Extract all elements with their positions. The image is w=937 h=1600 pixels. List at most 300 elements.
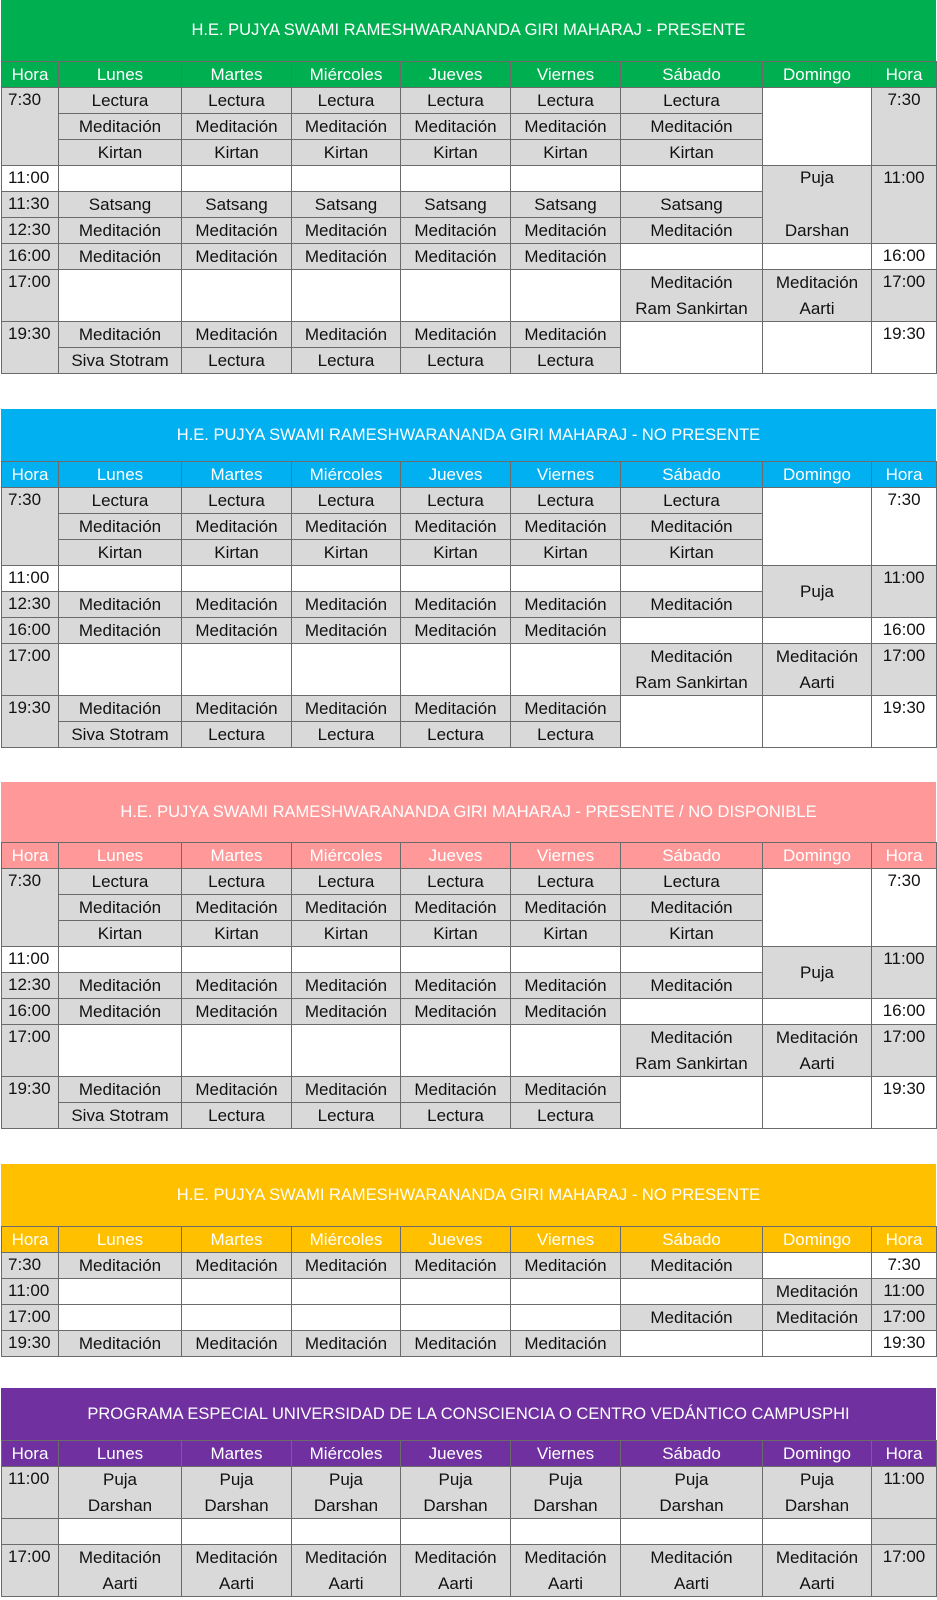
stacked-cell xyxy=(511,1545,621,1597)
cell: Kirtan xyxy=(621,540,763,566)
empty-cell xyxy=(182,644,292,696)
time-cell-right: 7:30 xyxy=(872,869,937,947)
cell: Meditación xyxy=(59,895,182,921)
empty-cell xyxy=(621,1077,763,1129)
cell: Meditación xyxy=(511,696,621,722)
cell: Meditación xyxy=(401,973,511,999)
stacked-cell xyxy=(401,1545,511,1597)
cell: Lectura xyxy=(401,488,511,514)
col-martes: Martes xyxy=(182,1441,292,1467)
empty-cell xyxy=(59,947,182,973)
col-miercoles: Miércoles xyxy=(292,462,401,488)
cell: Siva Stotram xyxy=(59,722,182,748)
time-cell: 7:30 xyxy=(2,88,59,166)
cell: Meditación xyxy=(59,592,182,618)
cell-text: Aarti xyxy=(799,298,835,318)
cell: Satsang xyxy=(182,192,292,218)
col-domingo: Domingo xyxy=(763,62,872,88)
empty-cell xyxy=(401,270,511,322)
cell-text: Darshan xyxy=(87,1495,153,1515)
stacked-cell xyxy=(182,1467,292,1519)
cell-text: Meditación xyxy=(775,1027,859,1047)
empty-cell xyxy=(182,1519,292,1545)
cell-text: Aarti xyxy=(438,1573,473,1593)
empty-cell xyxy=(511,1519,621,1545)
cell: Meditación xyxy=(511,1253,621,1279)
cell: Meditación xyxy=(401,696,511,722)
cell: Meditación xyxy=(511,218,621,244)
cell: Lectura xyxy=(292,1103,401,1129)
time-cell-right: 11:00 xyxy=(872,947,937,999)
cell: Lectura xyxy=(292,722,401,748)
cell-text: Meditación xyxy=(524,1547,607,1567)
empty-cell xyxy=(621,618,763,644)
empty-cell xyxy=(59,270,182,322)
empty-cell xyxy=(292,270,401,322)
time-cell: 17:00 xyxy=(2,1025,59,1077)
cell: Meditación xyxy=(511,895,621,921)
cell: Meditación xyxy=(511,322,621,348)
empty-cell xyxy=(511,1025,621,1077)
empty-cell xyxy=(182,1025,292,1077)
cell: Lectura xyxy=(182,1103,292,1129)
time-cell: 17:00 xyxy=(2,1545,59,1597)
section-title: H.E. PUJYA SWAMI RAMESHWARANANDA GIRI MAHARAJ - NO PRESENTE xyxy=(1,409,936,461)
col-hora: Hora xyxy=(2,1441,59,1467)
cell: Kirtan xyxy=(292,140,401,166)
cell: Lectura xyxy=(401,722,511,748)
cell: Lectura xyxy=(511,88,621,114)
time-cell: 11:00 xyxy=(2,566,59,592)
empty-cell xyxy=(292,166,401,192)
cell: Kirtan xyxy=(59,921,182,947)
cell: Satsang xyxy=(621,192,763,218)
cell: Meditación xyxy=(511,514,621,540)
cell: Meditación xyxy=(401,218,511,244)
empty-cell xyxy=(182,166,292,192)
cell-text: Darshan xyxy=(533,1495,598,1515)
cell-text: Darshan xyxy=(313,1495,379,1515)
section-title: PROGRAMA ESPECIAL UNIVERSIDAD DE LA CONSCIENCIA O CENTRO VEDÁNTICO CAMPUSPHI xyxy=(1,1388,936,1440)
cell: Kirtan xyxy=(511,140,621,166)
puja-cell: Puja xyxy=(763,947,872,999)
cell-text: Darshan xyxy=(204,1495,269,1515)
empty-cell xyxy=(511,1305,621,1331)
time-cell: 16:00 xyxy=(2,244,59,270)
empty-cell xyxy=(182,947,292,973)
col-viernes: Viernes xyxy=(511,1441,621,1467)
stacked-cell xyxy=(621,644,763,696)
cell: Lectura xyxy=(401,1103,511,1129)
cell: Meditación xyxy=(401,592,511,618)
empty-cell xyxy=(763,88,872,166)
empty-cell xyxy=(59,566,182,592)
cell: Meditación xyxy=(182,999,292,1025)
cell: Lectura xyxy=(511,348,621,374)
cell-text: Meditación xyxy=(775,646,859,666)
col-martes: Martes xyxy=(182,62,292,88)
cell: Meditación xyxy=(621,1305,763,1331)
empty-cell xyxy=(511,566,621,592)
empty-cell xyxy=(182,1305,292,1331)
cell: Lectura xyxy=(182,722,292,748)
empty-cell xyxy=(621,244,763,270)
cell: Kirtan xyxy=(511,921,621,947)
cell: Meditación xyxy=(292,999,401,1025)
cell: Kirtan xyxy=(401,540,511,566)
cell: Lectura xyxy=(292,88,401,114)
time-cell-right: 19:30 xyxy=(872,696,937,748)
time-cell: 19:30 xyxy=(2,1331,59,1357)
col-domingo: Domingo xyxy=(763,843,872,869)
time-cell: 17:00 xyxy=(2,644,59,696)
cell: Lectura xyxy=(59,869,182,895)
cell: Meditación xyxy=(59,114,182,140)
cell: Meditación xyxy=(182,895,292,921)
col-hora-right: Hora xyxy=(872,1441,937,1467)
empty-cell xyxy=(621,566,763,592)
col-lunes: Lunes xyxy=(59,462,182,488)
stacked-cell xyxy=(763,644,872,696)
cell-text: Meditación xyxy=(195,1547,278,1567)
cell: Lectura xyxy=(59,88,182,114)
time-cell: 16:00 xyxy=(2,618,59,644)
cell: Meditación xyxy=(182,1077,292,1103)
cell: Lectura xyxy=(621,488,763,514)
cell: Meditación xyxy=(182,973,292,999)
cell: Meditación xyxy=(292,114,401,140)
empty-cell xyxy=(401,1279,511,1305)
cell: Meditación xyxy=(59,322,182,348)
schedule-table xyxy=(1,842,937,1129)
stacked-cell xyxy=(59,1467,182,1519)
cell: Meditación xyxy=(292,322,401,348)
cell: Meditación xyxy=(59,1253,182,1279)
cell-text: Puja xyxy=(799,168,835,187)
col-hora-right: Hora xyxy=(872,1227,937,1253)
schedule-programa-especial xyxy=(1,1388,936,1600)
cell-text: Aarti xyxy=(328,1573,364,1593)
col-sabado: Sábado xyxy=(621,62,763,88)
cell: Lectura xyxy=(511,488,621,514)
empty-cell xyxy=(182,270,292,322)
cell: Meditación xyxy=(763,1305,872,1331)
cell-text: Meditación xyxy=(650,1547,733,1567)
schedule-presente xyxy=(1,0,936,376)
col-miercoles: Miércoles xyxy=(292,843,401,869)
cell-text: Ram Sankirtan xyxy=(635,298,748,318)
cell: Lectura xyxy=(511,722,621,748)
cell: Meditación xyxy=(182,218,292,244)
empty-cell xyxy=(621,947,763,973)
cell-text: Aarti xyxy=(548,1573,583,1593)
cell-text: Puja xyxy=(328,1469,364,1489)
col-jueves: Jueves xyxy=(401,62,511,88)
empty-cell xyxy=(511,947,621,973)
stacked-cell xyxy=(292,1467,401,1519)
time-cell: 12:30 xyxy=(2,218,59,244)
cell-text: Darshan xyxy=(784,1495,850,1515)
col-miercoles: Miércoles xyxy=(292,1227,401,1253)
col-domingo: Domingo xyxy=(763,1441,872,1467)
cell: Meditación xyxy=(59,618,182,644)
cell: Meditación xyxy=(621,218,763,244)
empty-cell xyxy=(621,1331,763,1357)
cell: Meditación xyxy=(59,1077,182,1103)
cell: Meditación xyxy=(59,218,182,244)
col-lunes: Lunes xyxy=(59,843,182,869)
col-viernes: Viernes xyxy=(511,462,621,488)
header-row xyxy=(2,1441,937,1467)
cell: Meditación xyxy=(621,895,763,921)
cell: Meditación xyxy=(511,114,621,140)
time-cell: 16:00 xyxy=(2,999,59,1025)
header-row xyxy=(2,462,937,488)
cell: Lectura xyxy=(621,869,763,895)
stacked-cell xyxy=(59,1545,182,1597)
cell: Meditación xyxy=(401,1331,511,1357)
header-row xyxy=(2,1227,937,1253)
empty-time-cell xyxy=(872,1519,937,1545)
section-title: H.E. PUJYA SWAMI RAMESHWARANANDA GIRI MAHARAJ - NO PRESENTE xyxy=(1,1164,936,1226)
col-hora: Hora xyxy=(2,843,59,869)
cell-text: Meditación xyxy=(414,1547,497,1567)
empty-cell xyxy=(763,1519,872,1545)
empty-cell xyxy=(511,1279,621,1305)
cell: Siva Stotram xyxy=(59,1103,182,1129)
stacked-cell xyxy=(292,1545,401,1597)
cell: Meditación xyxy=(401,322,511,348)
time-cell-right: 16:00 xyxy=(872,999,937,1025)
cell-text: Aarti xyxy=(799,1053,835,1073)
cell: Satsang xyxy=(401,192,511,218)
cell: Meditación xyxy=(401,114,511,140)
cell: Meditación xyxy=(292,696,401,722)
empty-time-cell xyxy=(2,1519,59,1545)
empty-cell xyxy=(621,1519,763,1545)
cell: Meditación xyxy=(292,218,401,244)
col-hora-right: Hora xyxy=(872,843,937,869)
time-cell: 11:00 xyxy=(2,1279,59,1305)
cell: Meditación xyxy=(182,696,292,722)
empty-cell xyxy=(763,322,872,374)
schedule-presente-no-disponible xyxy=(1,782,936,1130)
cell: Lectura xyxy=(59,488,182,514)
stacked-cell xyxy=(621,1545,763,1597)
cell: Meditación xyxy=(182,244,292,270)
schedule-table xyxy=(1,61,937,374)
stacked-cell xyxy=(763,270,872,322)
cell: Lectura xyxy=(511,869,621,895)
cell-text: Meditación xyxy=(650,646,733,666)
empty-cell xyxy=(511,166,621,192)
cell: Kirtan xyxy=(511,540,621,566)
time-cell-right: 17:00 xyxy=(872,1305,937,1331)
empty-cell xyxy=(763,999,872,1025)
cell: Lectura xyxy=(182,348,292,374)
puja-cell: Puja xyxy=(763,566,872,618)
cell: Meditación xyxy=(292,1077,401,1103)
col-lunes: Lunes xyxy=(59,1227,182,1253)
cell: Kirtan xyxy=(182,540,292,566)
cell-text: Ram Sankirtan xyxy=(635,672,748,692)
cell: Meditación xyxy=(182,114,292,140)
col-hora: Hora xyxy=(2,1227,59,1253)
time-cell: 7:30 xyxy=(2,869,59,947)
time-cell: 11:00 xyxy=(2,1467,59,1519)
time-cell: 12:30 xyxy=(2,973,59,999)
cell: Siva Stotram xyxy=(59,348,182,374)
cell-text: Aarti xyxy=(799,1573,835,1593)
col-domingo: Domingo xyxy=(763,462,872,488)
empty-cell xyxy=(763,488,872,566)
cell: Meditación xyxy=(292,592,401,618)
time-cell: 17:00 xyxy=(2,1305,59,1331)
cell: Meditación xyxy=(621,973,763,999)
col-hora: Hora xyxy=(2,62,59,88)
stacked-cell xyxy=(511,1467,621,1519)
col-miercoles: Miércoles xyxy=(292,1441,401,1467)
cell: Meditación xyxy=(621,114,763,140)
col-hora-right: Hora xyxy=(872,62,937,88)
col-jueves: Jueves xyxy=(401,843,511,869)
cell: Meditación xyxy=(511,1331,621,1357)
time-cell: 12:30 xyxy=(2,592,59,618)
cell: Meditación xyxy=(182,1253,292,1279)
cell: Kirtan xyxy=(292,540,401,566)
time-cell-right: 17:00 xyxy=(872,644,937,696)
cell: Satsang xyxy=(511,192,621,218)
cell: Meditación xyxy=(401,1253,511,1279)
time-cell: 19:30 xyxy=(2,322,59,374)
empty-cell xyxy=(292,1519,401,1545)
cell: Lectura xyxy=(182,869,292,895)
cell: Meditación xyxy=(182,514,292,540)
cell: Meditación xyxy=(763,1279,872,1305)
cell: Meditación xyxy=(621,592,763,618)
cell-text: Meditación xyxy=(650,272,733,292)
time-cell: 19:30 xyxy=(2,696,59,748)
empty-cell xyxy=(59,1025,182,1077)
empty-cell xyxy=(511,270,621,322)
cell: Meditación xyxy=(401,514,511,540)
col-miercoles: Miércoles xyxy=(292,62,401,88)
col-sabado: Sábado xyxy=(621,1227,763,1253)
empty-cell xyxy=(59,1519,182,1545)
empty-cell xyxy=(59,644,182,696)
cell: Kirtan xyxy=(621,140,763,166)
empty-cell xyxy=(621,999,763,1025)
empty-cell xyxy=(621,1279,763,1305)
time-cell-right: 11:00 xyxy=(872,1279,937,1305)
time-cell: 11:00 xyxy=(2,947,59,973)
col-sabado: Sábado xyxy=(621,462,763,488)
cell: Lectura xyxy=(182,88,292,114)
empty-cell xyxy=(292,1025,401,1077)
cell: Meditación xyxy=(182,618,292,644)
schedule-table xyxy=(1,461,937,748)
cell-text: Aarti xyxy=(219,1573,254,1593)
empty-cell xyxy=(401,566,511,592)
empty-cell xyxy=(763,1253,872,1279)
empty-cell xyxy=(292,1305,401,1331)
cell: Meditación xyxy=(292,1331,401,1357)
cell-text: Darshan xyxy=(423,1495,488,1515)
time-cell-right: 19:30 xyxy=(872,1331,937,1357)
empty-cell xyxy=(401,1025,511,1077)
empty-cell xyxy=(182,1279,292,1305)
cell-text: Puja xyxy=(102,1469,138,1489)
empty-cell xyxy=(292,1279,401,1305)
cell-text: Meditación xyxy=(650,1027,733,1047)
time-cell-right: 16:00 xyxy=(872,244,937,270)
cell: Meditación xyxy=(511,244,621,270)
cell: Meditación xyxy=(182,1331,292,1357)
cell: Meditación xyxy=(401,618,511,644)
cell: Meditación xyxy=(511,1077,621,1103)
stacked-cell xyxy=(763,1545,872,1597)
schedule-table xyxy=(1,1440,937,1597)
stacked-cell xyxy=(401,1467,511,1519)
stacked-cell xyxy=(763,1025,872,1077)
cell: Meditación xyxy=(401,1077,511,1103)
time-cell-right: 7:30 xyxy=(872,488,937,566)
section-title: H.E. PUJYA SWAMI RAMESHWARANANDA GIRI MAHARAJ - PRESENTE xyxy=(1,0,936,61)
col-jueves: Jueves xyxy=(401,1441,511,1467)
cell: Lectura xyxy=(401,869,511,895)
col-martes: Martes xyxy=(182,462,292,488)
stacked-cell xyxy=(621,1467,763,1519)
col-sabado: Sábado xyxy=(621,1441,763,1467)
cell: Lectura xyxy=(401,88,511,114)
stacked-cell xyxy=(621,1025,763,1077)
col-jueves: Jueves xyxy=(401,1227,511,1253)
cell: Kirtan xyxy=(401,921,511,947)
empty-cell xyxy=(401,1519,511,1545)
time-cell-right: 17:00 xyxy=(872,270,937,322)
empty-cell xyxy=(59,1279,182,1305)
empty-cell xyxy=(763,696,872,748)
stacked-cell xyxy=(763,1467,872,1519)
header-row xyxy=(2,843,937,869)
cell: Kirtan xyxy=(59,140,182,166)
col-martes: Martes xyxy=(182,843,292,869)
empty-cell xyxy=(59,1305,182,1331)
time-cell-right: 7:30 xyxy=(872,1253,937,1279)
cell: Meditación xyxy=(59,696,182,722)
time-cell-right: 11:00 xyxy=(872,166,937,244)
time-cell-right: 11:00 xyxy=(872,566,937,618)
cell: Lectura xyxy=(292,348,401,374)
empty-cell xyxy=(182,566,292,592)
col-sabado: Sábado xyxy=(621,843,763,869)
cell: Kirtan xyxy=(621,921,763,947)
empty-cell xyxy=(763,244,872,270)
time-cell: 7:30 xyxy=(2,1253,59,1279)
cell-text: Meditación xyxy=(78,1547,162,1567)
cell: Meditación xyxy=(401,999,511,1025)
schedule-table xyxy=(1,1226,937,1357)
time-cell-right: 19:30 xyxy=(872,322,937,374)
empty-cell xyxy=(59,166,182,192)
col-jueves: Jueves xyxy=(401,462,511,488)
cell-text: Darshan xyxy=(784,221,850,240)
cell: Meditación xyxy=(292,895,401,921)
empty-cell xyxy=(401,1305,511,1331)
time-cell-right: 17:00 xyxy=(872,1025,937,1077)
empty-cell xyxy=(401,166,511,192)
time-cell-right: 17:00 xyxy=(872,1545,937,1597)
